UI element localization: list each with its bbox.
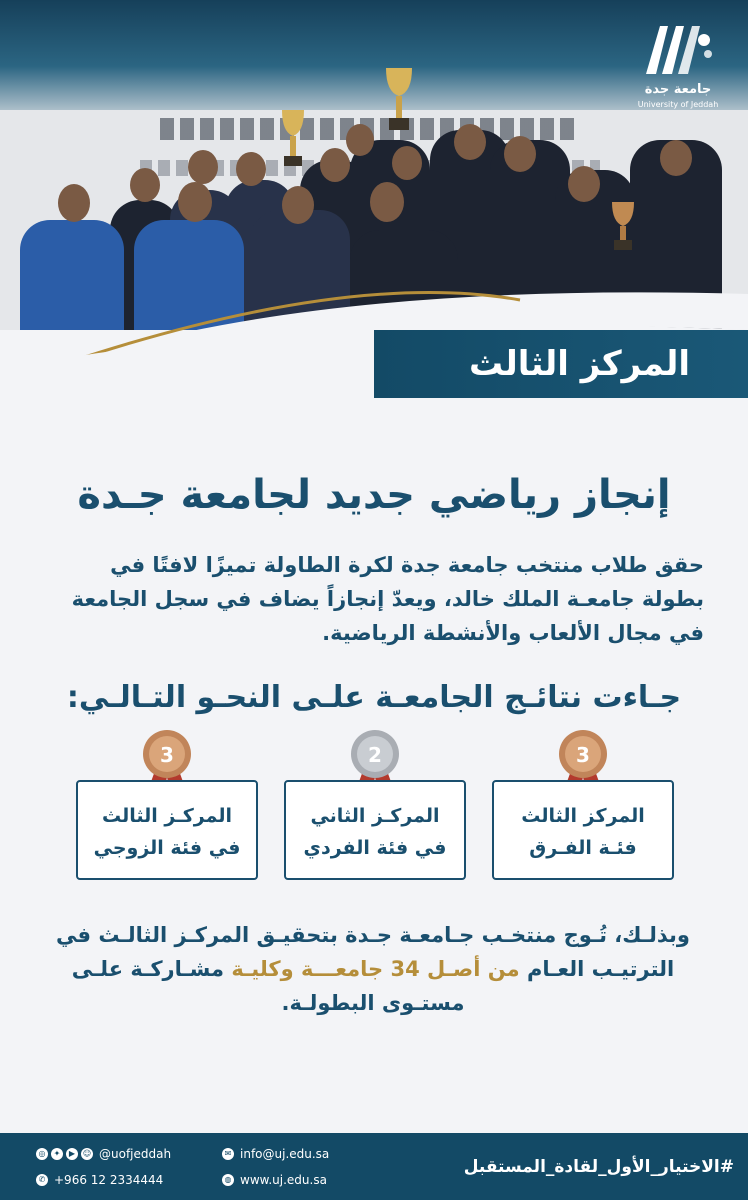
article-headline: إنجاز رياضي جديد لجامعة جـدة — [77, 472, 671, 518]
result-card-doubles — [76, 780, 258, 880]
result-rank: المركـز الثاني — [310, 805, 440, 827]
team-member-head — [236, 152, 266, 186]
team-member-head — [58, 184, 90, 222]
social-handle[interactable]: @uofjeddah — [99, 1147, 172, 1161]
instagram-icon[interactable]: ◎ — [36, 1148, 48, 1160]
footer-email[interactable] — [222, 1147, 329, 1161]
university-logo-mark-icon — [638, 18, 718, 78]
result-rank: المركز الثالث — [521, 805, 645, 827]
trophy-icon — [608, 200, 638, 254]
team-member-head — [346, 124, 374, 156]
results-intro: جـاءت نتائـج الجامعـة علـى النحـو التـالـي: — [66, 680, 682, 715]
globe-icon: ◍ — [222, 1174, 234, 1186]
conclusion-text: وبذلـك، تُـوج منتخـب جـامعـة جـدة بتحقيـق المركـز الثالـث في الترتيـب العـام — [56, 923, 690, 981]
logo-arabic-name: جامعة جدة — [644, 82, 712, 97]
phone-icon: ✆ — [36, 1174, 48, 1186]
conclusion-text: مشـاركـة علـى مستـوى البطولـة. — [71, 957, 465, 1015]
ribbon-title: المركز الثالث — [469, 344, 690, 384]
website-url[interactable]: www.uj.edu.sa — [240, 1173, 327, 1187]
team-member-head — [188, 150, 218, 184]
team-member-head — [504, 136, 536, 172]
twitter-icon[interactable]: ✦ — [51, 1148, 63, 1160]
section-ribbon — [374, 330, 748, 398]
conclusion-paragraph — [42, 918, 704, 1020]
footer-website[interactable] — [222, 1173, 327, 1187]
footer-hashtag[interactable]: #الاختيار_الأول_لقادة_المستقبل — [463, 1157, 734, 1177]
email-address[interactable]: info@uj.edu.sa — [240, 1147, 330, 1161]
university-logo — [628, 18, 728, 110]
result-category: في فئة الفردي — [303, 837, 447, 859]
trophy-icon — [382, 66, 416, 136]
footer-phone[interactable] — [36, 1173, 163, 1187]
youtube-icon[interactable]: ▶ — [66, 1148, 78, 1160]
footer-bar — [0, 1133, 748, 1200]
team-member-head — [178, 182, 212, 222]
result-category: في فئة الزوجي — [93, 837, 241, 859]
phone-number[interactable]: +966 12 2334444 — [54, 1173, 164, 1187]
team-member-head — [660, 140, 692, 176]
team-member-head — [282, 186, 314, 224]
team-member-head — [454, 124, 486, 160]
trophy-icon — [278, 108, 308, 174]
result-card-team — [492, 780, 674, 880]
conclusion-highlight: من أصـل 34 جامعـــة وكليـة — [231, 957, 520, 981]
team-member-head — [130, 168, 160, 202]
article-paragraph: حقق طلاب منتخب جامعة جدة لكرة الطاولة تميزًا لافتًا في بطولة جامعـة الملك خالد، ويعدّ إنجازاً يضاف في سجل الجامعة في مجال الألعاب والأنشطة الرياضية. — [71, 553, 704, 645]
footer-social[interactable] — [36, 1147, 171, 1161]
medal-rank: 2 — [368, 743, 382, 767]
medal-rank: 3 — [576, 743, 590, 767]
result-category: فئـة الفـرق — [529, 837, 637, 859]
team-member-head — [320, 148, 350, 182]
result-rank: المركـز الثالث — [102, 805, 232, 827]
results-section — [76, 728, 674, 888]
logo-english-name: University of Jeddah — [637, 100, 719, 109]
snapchat-icon[interactable]: ☺ — [82, 1149, 92, 1158]
team-member-head — [370, 182, 404, 222]
team-member-head — [568, 166, 600, 202]
team-member-head — [392, 146, 422, 180]
medal-rank: 3 — [160, 743, 174, 767]
result-card-singles — [284, 780, 466, 880]
email-icon: ✉ — [222, 1148, 234, 1160]
